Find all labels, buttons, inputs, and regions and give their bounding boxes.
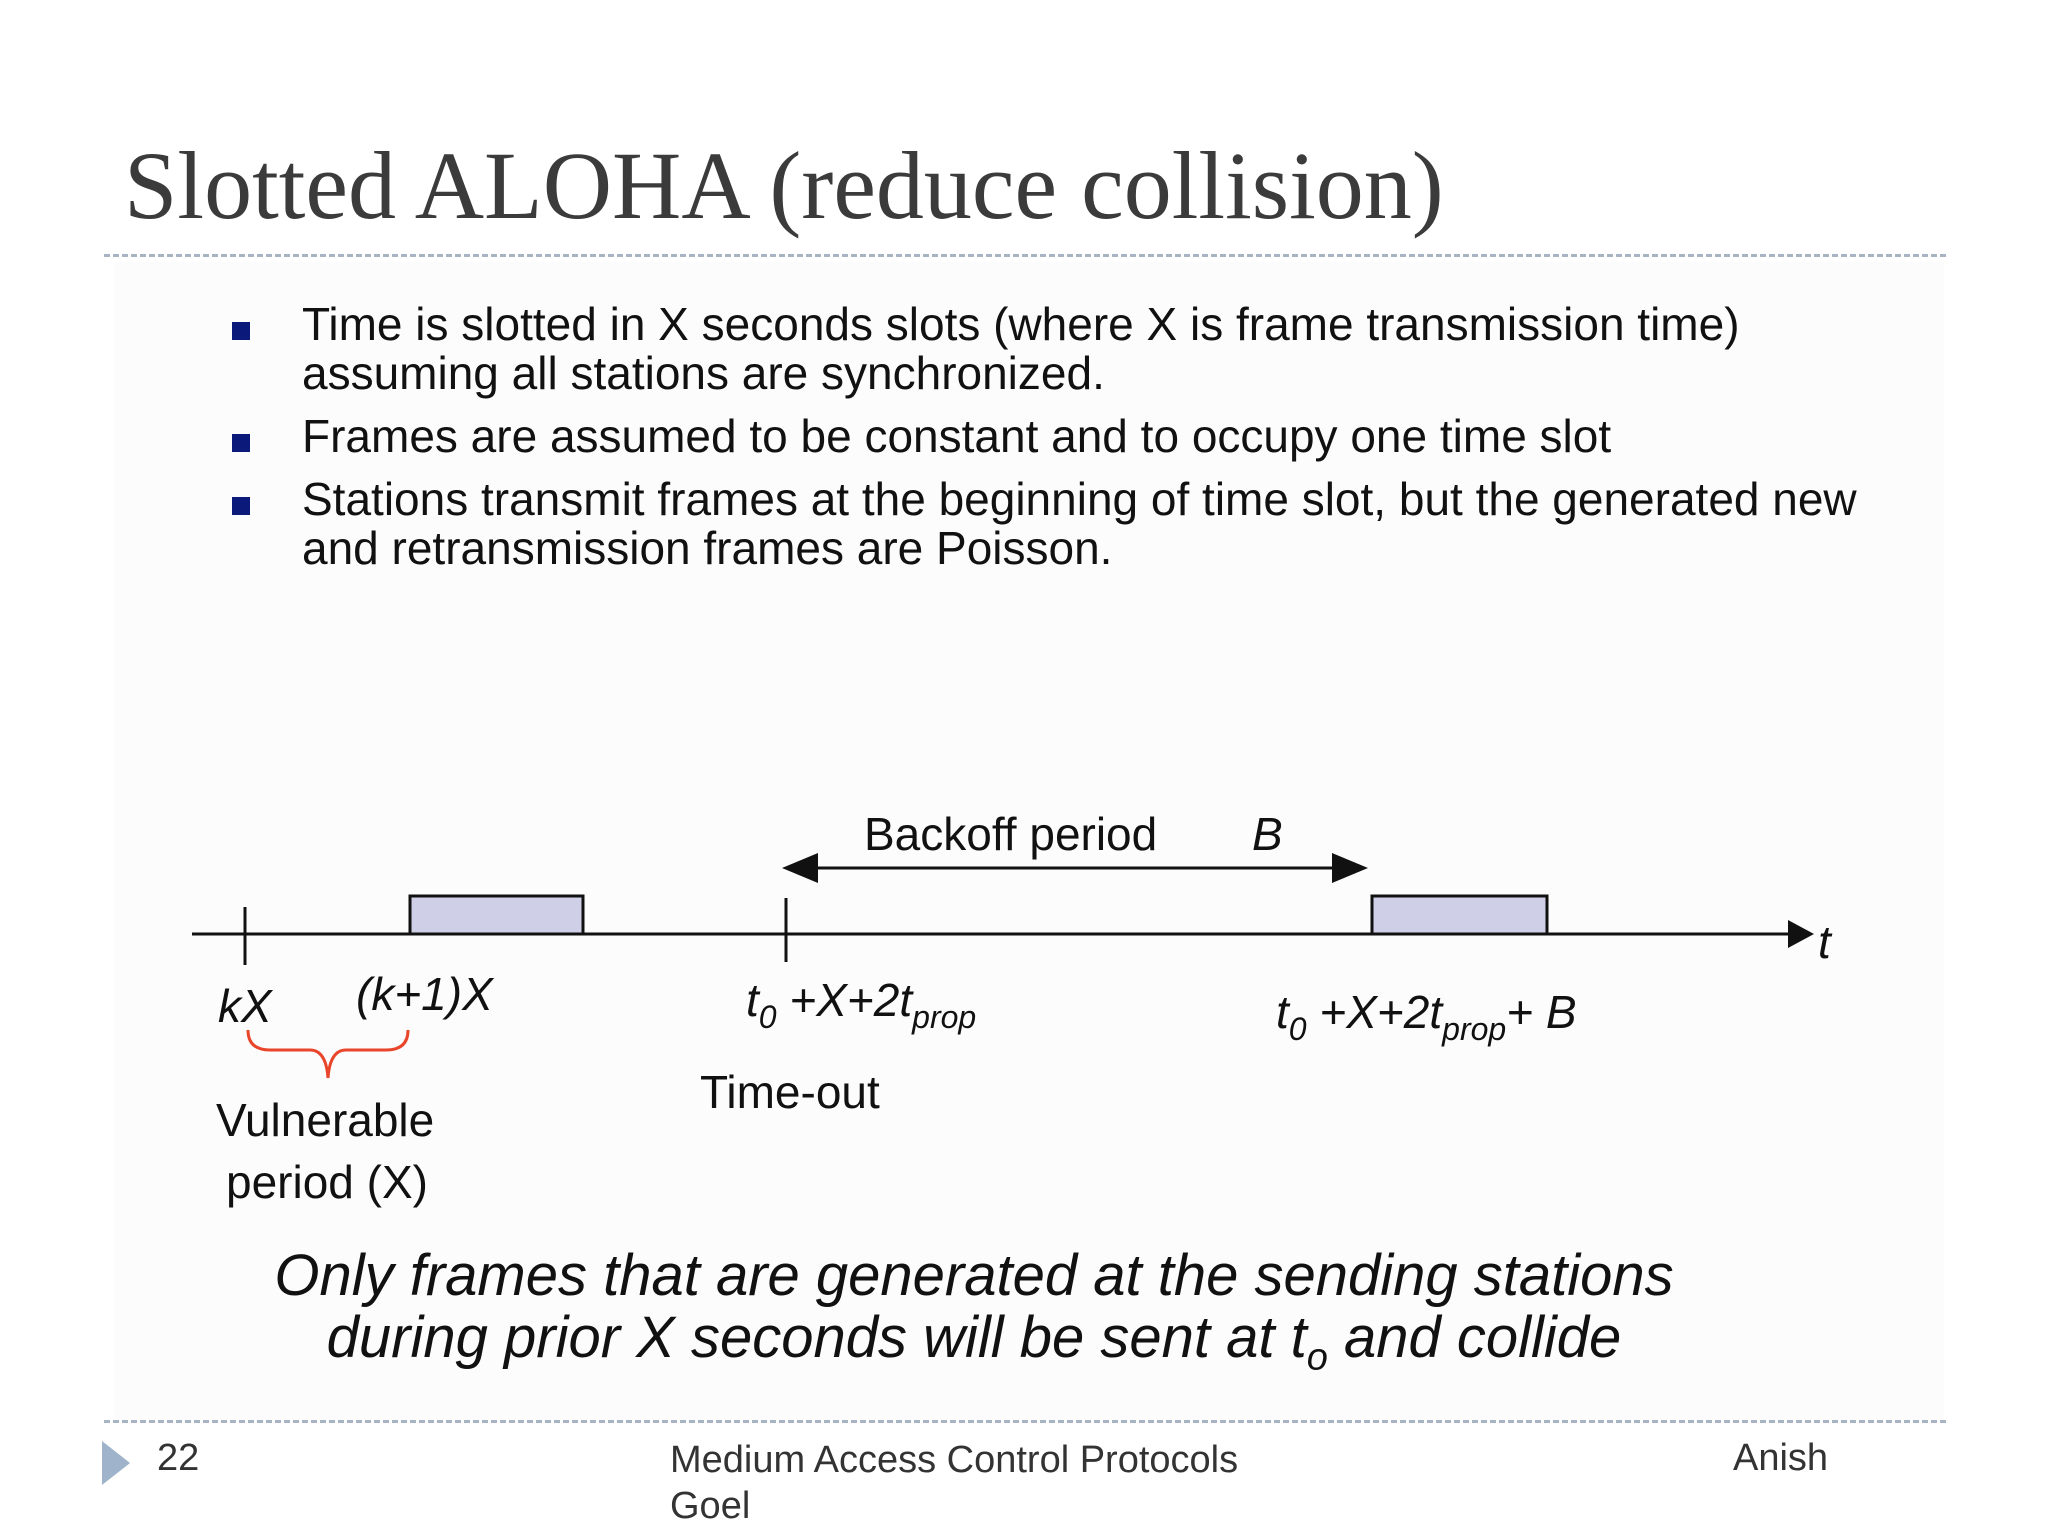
backoff-symbol-label: B (1252, 808, 1283, 860)
retransmit-time-expression-label: $t_0 +X+2t_{prop}+ B$ (1276, 986, 1577, 1047)
slide-title: Slotted ALOHA (reduce collision) (124, 132, 1444, 239)
slide-number: 22 (157, 1437, 200, 1479)
k-plus-one-x-label: (k+1)X (356, 968, 493, 1020)
time-axis-label: t (1818, 916, 1831, 968)
frame-slot-retransmit (1372, 896, 1547, 934)
caption-line-2: during prior X seconds will be sent at $t_o$ and collide (326, 1305, 1622, 1379)
bullet-text: Time is slotted in X seconds slots (where X is frame transmission time) assuming all stations are synchronized. (302, 298, 1740, 399)
time-axis-arrowhead (1788, 920, 1814, 948)
timeout-label: Time-out (700, 1066, 880, 1118)
frame-slot-first (410, 896, 583, 934)
bullet-text: Frames are assumed to be constant and to occupy one time slot (302, 410, 1612, 462)
diagram-caption (214, 1245, 1734, 1389)
timeout-expression-label: $t_0 +X+2t_{prop}$ (746, 974, 977, 1035)
vulnerable-label-line1: Vulnerable (216, 1094, 435, 1146)
kx-label: kX (218, 980, 272, 1032)
vulnerable-label-line2: period (X) (226, 1156, 428, 1208)
bullet-text: Stations transmit frames at the beginning of time slot, but the generated new and retransmission frames are Poisson. (302, 473, 1857, 574)
footer-title: Medium Access Control Protocols Goel (670, 1439, 1239, 1527)
footer-divider (104, 1420, 1946, 1423)
backoff-period-label: Backoff period (864, 808, 1158, 860)
vulnerable-period-brace (248, 1030, 408, 1078)
footer-triangle-icon (102, 1441, 130, 1485)
footer-author: Anish (1733, 1437, 1829, 1479)
caption-line-1: Only frames that are generated at the sending stations (274, 1243, 1674, 1308)
